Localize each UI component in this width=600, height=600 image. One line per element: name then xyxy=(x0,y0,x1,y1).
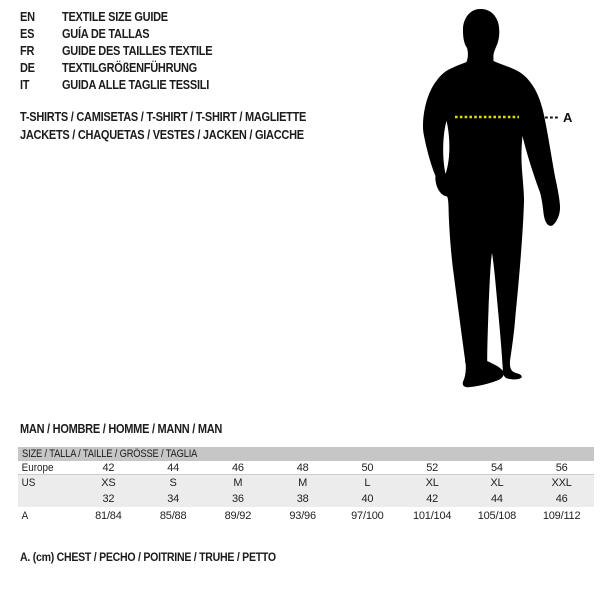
size-cell: 46 xyxy=(555,493,568,505)
language-row xyxy=(20,8,233,25)
size-cell: 32 xyxy=(102,493,115,505)
size-table xyxy=(18,447,594,524)
language-code: DE xyxy=(20,60,35,75)
language-code: FR xyxy=(20,43,35,58)
size-cell: 50 xyxy=(361,461,374,474)
language-title: GUIDA ALLE TAGLIE TESSILI xyxy=(62,77,210,92)
size-cell: 40 xyxy=(361,493,374,505)
size-cell: 105/108 xyxy=(477,509,517,522)
size-cell: XXL xyxy=(551,477,572,489)
size-cell: 89/92 xyxy=(224,509,252,522)
section-title: MAN / HOMBRE / HOMME / MANN / MAN xyxy=(20,422,223,436)
size-cell: 42 xyxy=(426,493,439,505)
size-cell: 109/112 xyxy=(542,509,581,522)
language-title: TEXTILE SIZE GUIDE xyxy=(62,9,168,24)
size-cell: 93/96 xyxy=(289,509,316,522)
category-line: T-SHIRTS / CAMISETAS / T-SHIRT / T-SHIRT / MAGLIETTE xyxy=(20,110,307,124)
size-cell: XS xyxy=(101,477,116,489)
row-label: Europe xyxy=(21,461,54,474)
language-list xyxy=(20,8,233,93)
size-cell: 42 xyxy=(102,461,115,474)
measurement-footnote: A. (cm) CHEST / PECHO / POITRINE / TRUHE / PETTO xyxy=(20,550,276,564)
table-row-us-numbers xyxy=(18,491,594,507)
man-silhouette-figure xyxy=(410,0,600,410)
size-cell: L xyxy=(364,477,371,489)
table-row-us-letters xyxy=(18,475,594,491)
table-header xyxy=(18,447,594,461)
size-cell: 48 xyxy=(296,461,309,474)
language-row xyxy=(20,25,233,42)
language-title: GUÍA DE TALLAS xyxy=(62,26,150,41)
language-code: ES xyxy=(20,26,35,41)
size-cell: M xyxy=(298,477,308,489)
size-cell: S xyxy=(169,477,177,489)
size-cell: 44 xyxy=(167,461,180,474)
row-label: US xyxy=(21,477,36,489)
category-list xyxy=(20,108,345,144)
size-cell: 56 xyxy=(555,461,568,474)
size-cell: 36 xyxy=(231,493,244,505)
language-code: EN xyxy=(20,9,35,24)
measure-label-a: A xyxy=(563,110,573,125)
size-cell: 101/104 xyxy=(412,509,452,522)
size-cell: 44 xyxy=(490,493,503,505)
size-cell: 52 xyxy=(426,461,439,474)
language-title: GUIDE DES TAILLES TEXTILE xyxy=(62,43,213,58)
table-row-chest xyxy=(18,507,594,524)
language-title: TEXTILGRÖßENFÜHRUNG xyxy=(62,60,197,75)
language-code: IT xyxy=(20,77,30,92)
size-cell: 38 xyxy=(296,493,309,505)
size-cell: 81/84 xyxy=(95,509,122,522)
table-header-label: SIZE / TALLA / TAILLE / GRÖSSE / TAGLIA xyxy=(22,448,198,460)
size-cell: 34 xyxy=(167,493,180,505)
language-row xyxy=(20,42,233,59)
table-row-europe xyxy=(18,461,594,475)
row-label: A xyxy=(21,509,29,522)
man-silhouette xyxy=(423,9,560,387)
size-cell: 97/100 xyxy=(351,509,384,522)
size-cell: 54 xyxy=(490,461,503,474)
language-row xyxy=(20,76,233,93)
size-cell: 85/88 xyxy=(159,509,187,522)
size-cell: XL xyxy=(425,477,439,489)
language-row xyxy=(20,59,233,76)
size-cell: XL xyxy=(490,477,504,489)
category-line: JACKETS / CHAQUETAS / VESTES / JACKEN / GIACCHE xyxy=(20,128,304,142)
size-cell: 46 xyxy=(231,461,244,474)
size-cell: M xyxy=(233,477,243,489)
